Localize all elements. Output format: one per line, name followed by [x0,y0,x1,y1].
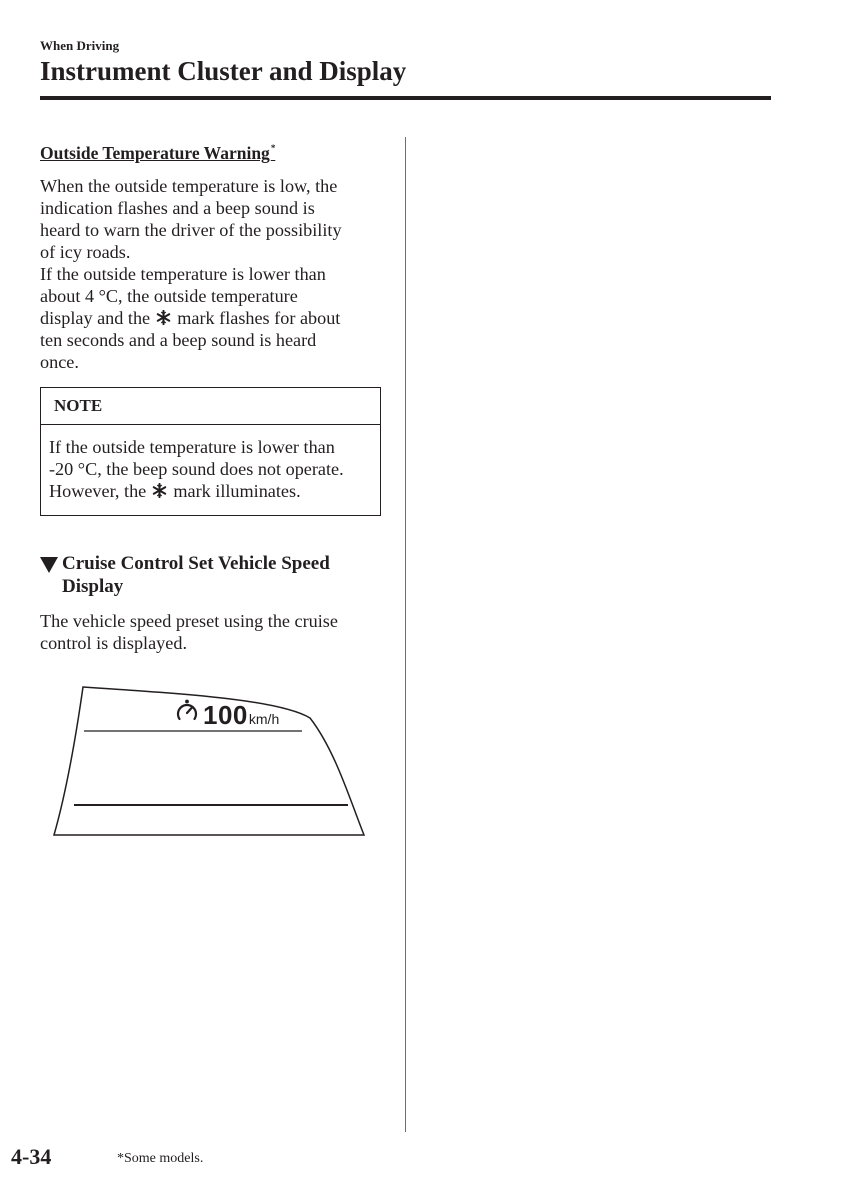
cruise-text [40,610,385,654]
text-line-with-icon [49,480,344,502]
note-box [40,387,381,516]
footnote: *Some models. [117,1151,204,1166]
text-line: heard to warn the driver of the possibility [40,220,342,241]
text-line: ten seconds and a beep sound is heard [40,330,317,351]
outside-temp-paragraph-2 [40,263,385,373]
text-line: once. [40,352,79,373]
speed-readout [203,700,279,731]
column-divider [405,137,406,1132]
text-line: about 4 °C, the outside temperature [40,286,298,307]
text-line: of icy roads. [40,242,131,263]
text-line: If the outside temperature is lower than [40,264,326,284]
text-line: If the outside temperature is lower than [49,437,335,457]
outside-temp-heading [40,143,275,164]
cruise-control-icon [173,697,201,725]
note-title: NOTE [54,396,103,415]
down-triangle-icon [40,557,58,573]
text-line: When the outside temperature is low, the [40,176,338,196]
speed-value: 100 [203,700,248,730]
cruise-heading-line: Cruise Control Set Vehicle Speed [62,553,330,574]
text-fragment: mark illuminates. [173,481,301,502]
text-fragment: However, the [49,481,147,502]
text-line: The vehicle speed preset using the cruise [40,611,338,631]
text-line: control is displayed. [40,633,187,654]
snowflake-icon [156,310,171,325]
note-text [49,436,344,502]
outside-temp-heading-text: Outside Temperature Warning [40,143,270,163]
text-line-with-icon [40,307,385,329]
text-fragment: mark flashes for about [177,308,341,329]
cruise-display-illustration [50,680,370,840]
speed-unit: km/h [248,711,280,727]
page-title: Instrument Cluster and Display [40,56,407,86]
snowflake-icon [152,483,167,498]
cruise-heading [40,553,330,598]
text-line: indication flashes and a beep sound is [40,198,315,219]
text-fragment: display and the [40,308,151,329]
section-label: When Driving [40,38,120,53]
outside-temp-paragraph-1 [40,175,385,263]
title-rule [40,96,771,100]
cruise-heading-line: Display [62,575,124,597]
text-line: -20 °C, the beep sound does not operate. [49,459,344,480]
note-header [41,388,380,425]
page-number: 4-34 [11,1144,52,1169]
some-models-mark: * [270,143,276,153]
